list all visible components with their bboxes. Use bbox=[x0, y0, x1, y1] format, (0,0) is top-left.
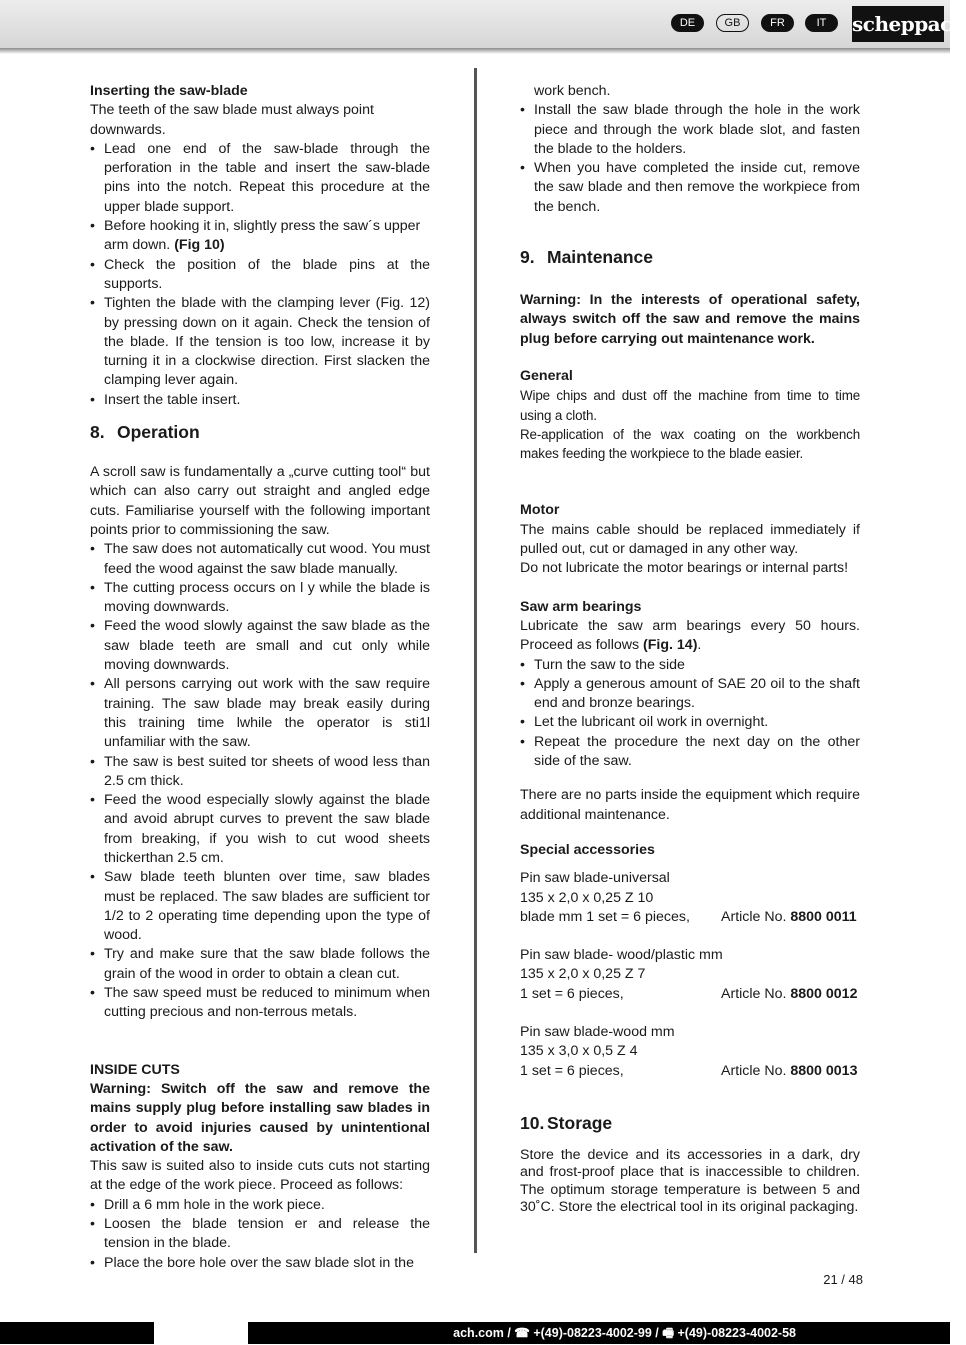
accessory-item bbox=[520, 1023, 860, 1081]
general-heading: General bbox=[520, 367, 573, 384]
saw-arm-heading: Saw arm bearings bbox=[520, 598, 642, 615]
list-item: • Repeat the procedure the next day on the other side of the saw. bbox=[520, 733, 860, 772]
list-item: • Insert the table insert. bbox=[90, 391, 430, 410]
list-item: • The saw is best suited tor sheets of wood less than 2.5 cm thick. bbox=[90, 753, 430, 792]
accessory-row bbox=[520, 985, 860, 1004]
article-number bbox=[721, 908, 857, 927]
list-item bbox=[90, 217, 430, 256]
accessory-item bbox=[520, 946, 860, 1004]
lang-badge-fr: FR bbox=[761, 14, 794, 32]
saw-arm-list bbox=[520, 656, 860, 772]
inside-cuts-intro: This saw is suited also to inside cuts cuts not starting at the edge of the work piece. Proceed as follows: bbox=[90, 1158, 430, 1194]
footer-gap bbox=[154, 1322, 248, 1344]
saw-arm-note: There are no parts inside the equipment which require additional maintenance. bbox=[520, 787, 860, 823]
section-number: 10. bbox=[520, 1112, 545, 1133]
article-number bbox=[721, 985, 857, 1004]
general-text-1: Wipe chips and dust off the machine from time to time using a cloth. bbox=[520, 388, 860, 423]
list-item: • Tighten the blade with the clamping lever (Fig. 12) by pressing down on it again. Check the tension of the blade. If the tension is too low, increase it by turning it in a clockwise direction. First slacken the clamping lever again. bbox=[90, 294, 430, 390]
motor-heading: Motor bbox=[520, 502, 560, 519]
list-item: • Install the saw blade through the hole in the work piece and through the work blade slot, and fasten the blade to the holders. bbox=[520, 101, 860, 159]
accessory-dims: 135 x 2,0 x 0,25 Z 7 bbox=[520, 966, 646, 983]
operation-intro: A scroll saw is fundamentally a „curve cutting tool“ but which can also carry out straight and angled edge cuts. Familiarise yourself with the following important points prior to commissioning the saw. bbox=[90, 464, 430, 538]
saw-arm-intro: Lubricate the saw arm bearings every 50 hours. Proceed as follows (Fig. 14). bbox=[520, 617, 860, 654]
accessory-set: 1 set = 6 pieces, bbox=[520, 1062, 624, 1079]
inside-cuts-warning: Warning: Switch off the saw and remove the mains supply plug before installing saw blades in order to avoid injuries caused by unintentional activation of the saw. bbox=[90, 1080, 430, 1155]
accessory-row bbox=[520, 908, 860, 927]
page-footer bbox=[0, 1322, 950, 1344]
storage-heading bbox=[520, 1112, 860, 1134]
insert-blade-heading: Inserting the saw-blade bbox=[90, 83, 248, 99]
page-number: 21 / 48 bbox=[823, 1272, 863, 1287]
accessory-name: Pin saw blade-wood mm bbox=[520, 1023, 675, 1040]
accessory-dims: 135 x 2,0 x 0,25 Z 10 bbox=[520, 889, 654, 906]
saw-arm-intro-text: Lubricate the saw arm bearings every 50 hours. Proceed as follows bbox=[520, 617, 860, 654]
list-item: • The saw speed must be reduced to minimum when cutting precious and non-terrous metals. bbox=[90, 984, 430, 1023]
storage-text: Store the device and its accessories in a dark, dry and frost-proof place that is inaccessible to children. The optimum storage temperature is between 5 and 30˚C. Store the electrical tool in its original packaging. bbox=[520, 1146, 860, 1216]
insert-blade-list bbox=[90, 140, 430, 410]
brand-logo: scheppach bbox=[852, 6, 944, 42]
column-divider bbox=[474, 68, 477, 1253]
motor-text-1: The mains cable should be replaced immediately if pulled out, cut or damaged in any other way. bbox=[520, 521, 860, 558]
inside-cuts-list bbox=[90, 1196, 430, 1273]
figure-reference: (Fig. 14) bbox=[643, 637, 698, 654]
accessory-name: Pin saw blade- wood/plastic mm bbox=[520, 947, 723, 964]
article-label: Article No. bbox=[721, 908, 787, 925]
list-item: • When you have completed the inside cut, remove the saw blade and then remove the workpiece from the bench. bbox=[520, 159, 860, 217]
list-item: • Saw blade teeth blunten over time, saw blades must be replaced. The saw blades are sufficient tor 1/2 to 2 operating time depending upon the type of wood. bbox=[90, 868, 430, 945]
lang-badge-de: DE bbox=[671, 14, 704, 32]
article-label: Article No. bbox=[721, 985, 787, 1002]
operation-heading bbox=[90, 421, 430, 443]
list-item: • Turn the saw to the side bbox=[520, 656, 860, 675]
list-item: • The cutting process occurs on l y while the blade is moving downwards. bbox=[90, 579, 430, 618]
lang-badge-it: IT bbox=[805, 14, 838, 32]
list-item: • Check the position of the blade pins at the supports. bbox=[90, 256, 430, 295]
section-title: Operation bbox=[117, 422, 200, 443]
motor-text-2: Do not lubricate the motor bearings or internal parts! bbox=[520, 560, 849, 577]
insert-blade-intro: The teeth of the saw blade must always point downwards. bbox=[90, 102, 374, 138]
accessory-set: blade mm 1 set = 6 pieces, bbox=[520, 908, 690, 925]
accessory-name: Pin saw blade-universal bbox=[520, 870, 670, 887]
section-title: Maintenance bbox=[547, 247, 653, 268]
right-column bbox=[520, 82, 860, 1217]
list-item: • Loosen the blade tension er and release the tension in the blade. bbox=[90, 1215, 430, 1254]
section-number: 9. bbox=[520, 247, 535, 268]
list-item: • Let the lubricant oil work in overnight. bbox=[520, 713, 860, 732]
accessories-heading: Special accessories bbox=[520, 841, 655, 858]
page-header bbox=[0, 0, 966, 48]
section-title: Storage bbox=[547, 1112, 613, 1133]
maintenance-heading bbox=[520, 246, 860, 268]
article-number bbox=[721, 1062, 857, 1081]
figure-reference: (Fig 10) bbox=[174, 237, 225, 254]
list-item: • Try and make sure that the saw blade follows the grain of the wood in order to obtain a clean cut. bbox=[90, 945, 430, 984]
footer-contact: ach.com / ☎ +(49)-08223-4002-99 / 🖷 +(49)-08223-4002-58 bbox=[453, 1326, 796, 1340]
article-value: 8800 0012 bbox=[790, 985, 858, 1002]
inside-cuts-list-cont bbox=[520, 101, 860, 217]
list-item: • Feed the wood slowly against the saw blade as the saw blade teeth are small and cut only while moving downwards. bbox=[90, 617, 430, 675]
lang-badge-gb: GB bbox=[716, 14, 749, 32]
accessory-row bbox=[520, 1062, 860, 1081]
list-item: • All persons carrying out work with the saw require training. The saw blade may break easily during this training time lwhile the operator is sti1l unfamiliar with the saw. bbox=[90, 675, 430, 752]
general-text-2: Re-application of the wax coating on the workbench makes feeding the workpiece to the blade easier. bbox=[520, 426, 860, 462]
list-item: • Drill a 6 mm hole in the work piece. bbox=[90, 1196, 430, 1215]
article-value: 8800 0011 bbox=[790, 908, 857, 925]
list-item: • Place the bore hole over the saw blade slot in the bbox=[90, 1254, 430, 1273]
accessory-set: 1 set = 6 pieces, bbox=[520, 985, 624, 1002]
list-item-text: Before hooking it in, slightly press the saw´s upper arm down. bbox=[104, 218, 421, 254]
section-number: 8. bbox=[90, 422, 105, 443]
inside-cuts-heading: INSIDE CUTS bbox=[90, 1061, 180, 1078]
operation-list bbox=[90, 540, 430, 1022]
header-shadow bbox=[0, 48, 950, 54]
left-column bbox=[90, 82, 430, 1273]
article-value: 8800 0013 bbox=[790, 1062, 858, 1079]
list-item: • Lead one end of the saw-blade through the perforation in the table and insert the saw-blade pins into the notch. Repeat this procedure at the upper blade support. bbox=[90, 140, 430, 217]
list-item: • The saw does not automatically cut wood. You must feed the wood against the saw blade manually. bbox=[90, 540, 430, 579]
maintenance-warning: Warning: In the interests of operational safety, always switch off the saw and remove the mains plug before carrying out maintenance work. bbox=[520, 292, 860, 347]
list-item: • Feed the wood especially slowly against the blade and avoid abrupt curves to prevent the saw blade from breaking, if you wish to cut wood sheets thickerthan 2.5 cm. bbox=[90, 791, 430, 868]
accessory-dims: 135 x 3,0 x 0,5 Z 4 bbox=[520, 1043, 638, 1060]
list-item-continuation: work bench. bbox=[534, 83, 611, 99]
article-label: Article No. bbox=[721, 1062, 787, 1079]
accessory-item bbox=[520, 869, 860, 927]
list-item: • Apply a generous amount of SAE 20 oil to the shaft end and bronze bearings. bbox=[520, 675, 860, 714]
